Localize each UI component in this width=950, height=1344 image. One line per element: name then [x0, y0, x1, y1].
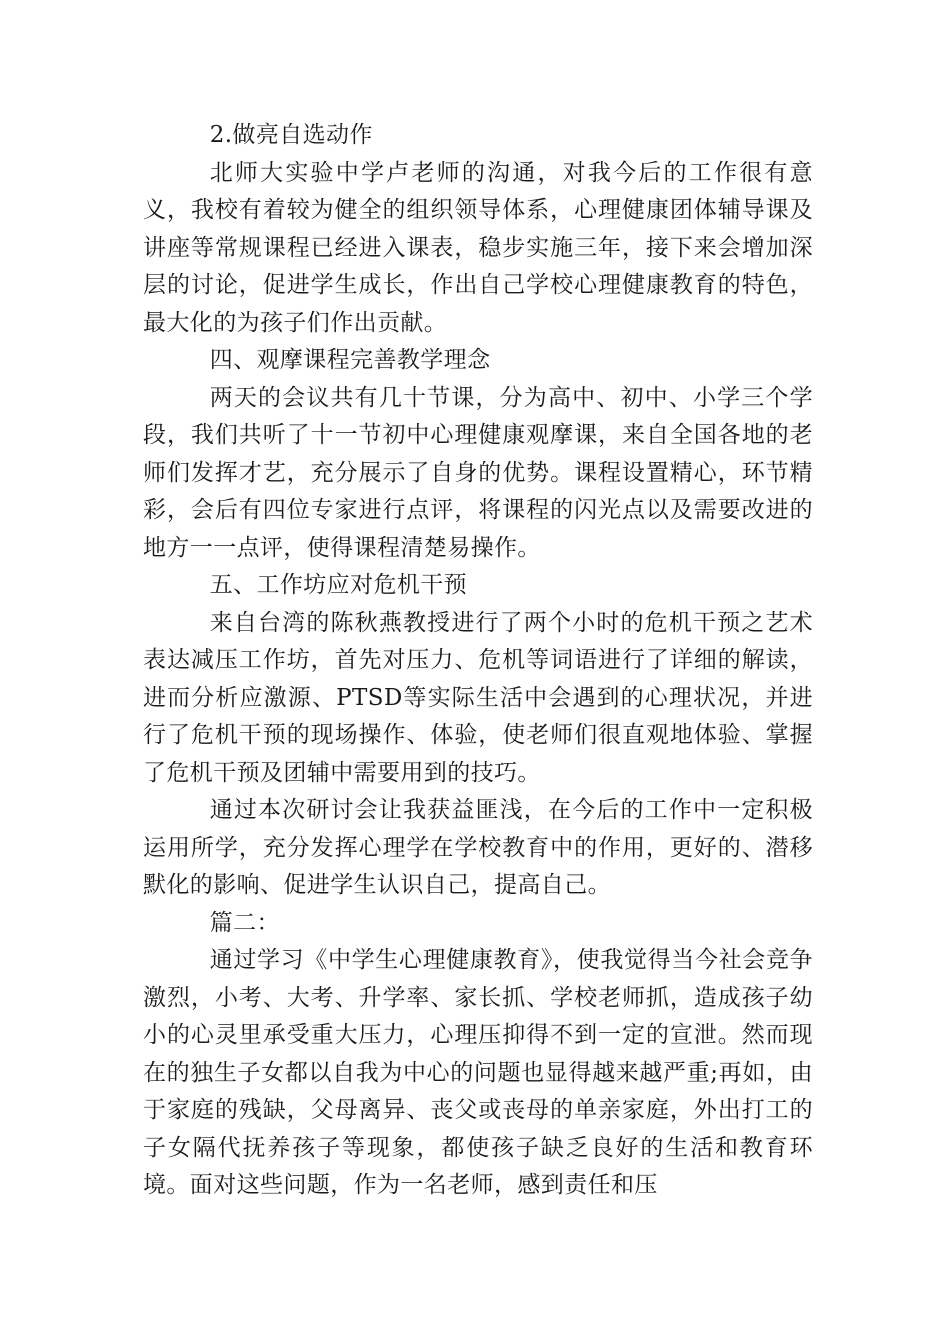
paragraph-part-two-body: 通过学习《中学生心理健康教育》，使我觉得当今社会竞争激烈，小考、大考、升学率、家长抓、学校老师抓，造成孩子幼小的心灵里承受重大压力，心理压抑得不到一定的宣泄。然而现在的独生子女都以自我为中心的问题也显得越来越严重;再如，由于家庭的残缺，父母离异、丧父或丧母的单亲家庭，外出打工的子女隔代抚养孩子等现象，都使孩子缺乏良好的生活和教育环境。面对这些问题，作为一名老师，感到责任和压	[143, 947, 813, 1198]
section-heading-workshop-crisis: 五、工作坊应对危机干预	[209, 572, 468, 598]
part-two-heading: 篇二：	[209, 909, 280, 936]
section-heading-observe-courses: 四、观摩课程完善教学理念	[209, 347, 491, 373]
paragraph-taiwan-workshop: 来自台湾的陈秋燕教授进行了两个小时的危机干预之艺术表达减压工作坊，首先对压力、危机等词语进行了详细的解读，进而分析应激源、PTSD等实际生活中会遇到的心理状况，并进行了危机干预的现场操作、体验，使老师们很直观地体验、掌握了危机干预及团辅中需要用到的技巧。	[143, 609, 813, 786]
document-body	[143, 117, 813, 1205]
paragraph-conclusion: 通过本次研讨会让我获益匪浅，在今后的工作中一定积极运用所学，充分发挥心理学在学校教育中的作用，更好的、潜移默化的影响、促进学生认识自己，提高自己。	[143, 797, 813, 898]
paragraph-beijing-normal-communication: 北师大实验中学卢老师的沟通，对我今后的工作很有意义，我校有着较为健全的组织领导体系，心理健康团体辅导课及讲座等常规课程已经进入课表，稳步实施三年，接下来会增加深层的讨论，促进学生成长，作出自己学校心理健康教育的特色，最大化的为孩子们作出贡献。	[143, 159, 813, 336]
subheading-choose-action: 2.做亮自选动作	[209, 122, 373, 148]
paragraph-conference-courses: 两天的会议共有几十节课，分为高中、初中、小学三个学段，我们共听了十一节初中心理健康观摩课，来自全国各地的老师们发挥才艺，充分展示了自身的优势。课程设置精心，环节精彩，会后有四位专家进行点评，将课程的闪光点以及需要改进的地方一一点评，使得课程清楚易操作。	[143, 384, 813, 561]
